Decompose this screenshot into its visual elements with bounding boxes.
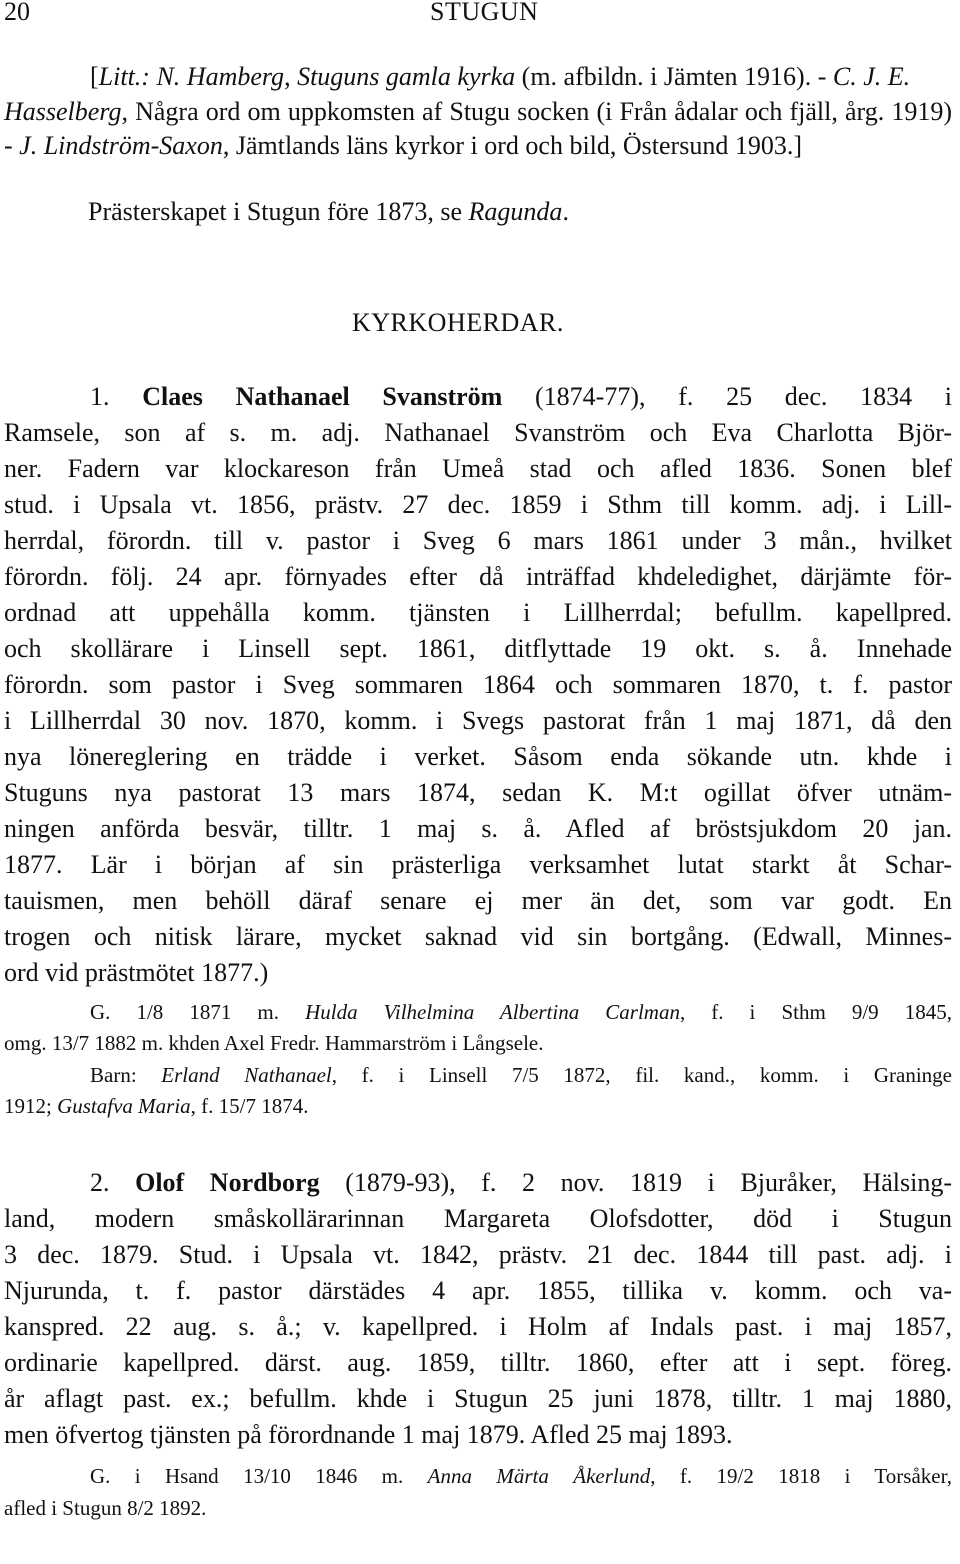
page-number: 20 (4, 0, 30, 26)
entry1-line: 1877. Lär i början af sin prästerliga verksamhet lutat starkt åt Schar- (4, 850, 952, 879)
entry1-line: ningen anförda besvär, tilltr. 1 maj s. å. Afled af bröstsjukdom 20 jan. (4, 814, 952, 843)
entry1-line: trogen och nitisk lärare, mycket saknad vid sin bortgång. (Edwall, Minnes- (4, 922, 952, 951)
entry2-name: Olof Nordborg (135, 1168, 320, 1197)
entry1-line: ner. Fadern var klockareson från Umeå stad och afled 1836. Sonen blef (4, 454, 952, 483)
entry1-first-line: 1. Claes Nathanael Svanström (1874-77), f. 25 dec. 1834 i (90, 382, 953, 411)
entry1-line: herrdal, förordn. till v. pastor i Sveg 6 mars 1861 under 3 mån., hvilket (4, 526, 952, 555)
entry2-line: 3 dec. 1879. Stud. i Upsala vt. 1842, prästv. 21 dec. 1844 till past. adj. i (4, 1240, 952, 1269)
entry1-line: Ramsele, son af s. m. adj. Nathanael Svanström och Eva Charlotta Björ- (4, 418, 952, 447)
entry2-marriage-line-2: afled i Stugun 8/2 1892. (4, 1496, 207, 1520)
entry1-marriage-line-1: G. 1/8 1871 m. Hulda Vilhelmina Albertina Carlman, f. i Sthm 9/9 1845, (90, 1000, 952, 1024)
entry1-name: Claes Nathanael Svanström (142, 382, 503, 411)
entry1-children-line-1: Barn: Erland Nathanael, f. i Linsell 7/5 1872, fil. kand., komm. i Graninge (90, 1063, 952, 1087)
prasterskapet-note: Prästerskapet i Stugun före 1873, se Ragunda. (88, 197, 569, 226)
entry1-line: ordnad att uppehålla komm. tjänsten i Lillherrdal; befullm. kapellpred. (4, 598, 952, 627)
entry2-line: ordinarie kapellpred. därst. aug. 1859, tilltr. 1860, efter att i sept. föreg. (4, 1348, 952, 1377)
entry2-line: Njurunda, t. f. pastor därstädes 4 apr. 1855, tillika v. komm. och va- (4, 1276, 952, 1305)
entry1-line: och skollärare i Linsell sept. 1861, ditflyttade 19 okt. s. å. Innehade (4, 634, 952, 663)
entry2-marriage-line-1: G. i Hsand 13/10 1846 m. Anna Märta Åkerlund, f. 19/2 1818 i Torsåker, (90, 1464, 952, 1488)
entry1-marriage-line-2: omg. 13/7 1882 m. khden Axel Fredr. Hammarström i Långsele. (4, 1031, 544, 1055)
running-title: STUGUN (430, 0, 539, 26)
entry2-last-line: men öfvertog tjänsten på förordnande 1 maj 1879. Afled 25 maj 1893. (4, 1420, 733, 1449)
entry1-line: förordn. som pastor i Sveg sommaren 1864 och sommaren 1870, t. f. pastor (4, 670, 952, 699)
entry1-last-line: ord vid prästmötet 1877.) (4, 958, 269, 987)
entry1-line: Stuguns nya pastorat 13 mars 1874, sedan K. M:t ogillat öfver utnäm- (4, 778, 952, 807)
lit-ref-line-3: - J. Lindström-Saxon, Jämtlands läns kyrkor i ord och bild, Östersund 1903.] (4, 131, 802, 160)
entry1-line: förordn. följ. 24 apr. förnyades efter då inträffad khdeledighet, därjämte för- (4, 562, 952, 591)
entry2-first-line: 2. Olof Nordborg (1879-93), f. 2 nov. 1819 i Bjuråker, Hälsing- (90, 1168, 952, 1197)
entry1-line: i Lillherrdal 30 nov. 1870, komm. i Svegs pastorat från 1 maj 1871, då den (4, 706, 952, 735)
lit-ref-line-2: Hasselberg, Några ord om uppkomsten af Stugu socken (i Från ådalar och fjäll, årg. 1919) (4, 97, 952, 126)
entry1-line: nya lönereglering en trädde i verket. Såsom enda sökande utn. khde i (4, 742, 952, 771)
entry2-line: år aflagt past. ex.; befullm. khde i Stugun 25 juni 1878, tilltr. 1 maj 1880, (4, 1384, 952, 1413)
entry1-line: tauismen, men behöll däraf senare ej mer än det, som var godt. En (4, 886, 952, 915)
section-heading: KYRKOHERDAR. (352, 308, 564, 337)
entry1-children-line-2: 1912; Gustafva Maria, f. 15/7 1874. (4, 1094, 309, 1118)
lit-ref-line-1: [Litt.: N. Hamberg, Stuguns gamla kyrka (m. afbildn. i Jämten 1916). - C. J. E. (90, 62, 911, 91)
entry1-line: stud. i Upsala vt. 1856, prästv. 27 dec. 1859 i Sthm till komm. adj. i Lill- (4, 490, 952, 519)
entry2-line: kanspred. 22 aug. s. å.; v. kapellpred. i Holm af Indals past. i maj 1857, (4, 1312, 952, 1341)
entry2-line: land, modern småskollärarinnan Margareta Olofsdotter, död i Stugun (4, 1204, 952, 1233)
